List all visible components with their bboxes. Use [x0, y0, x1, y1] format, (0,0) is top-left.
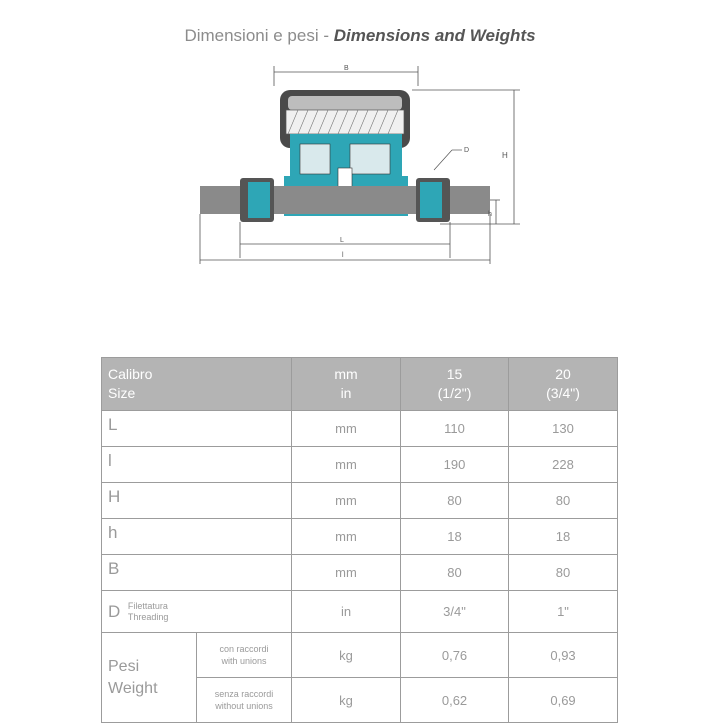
row-value-20: 18 [509, 519, 618, 555]
weight-sub-label [197, 633, 292, 678]
weight-label-en: Weight [108, 679, 158, 697]
table-row-threading [102, 591, 618, 633]
header-unit [292, 358, 401, 411]
table-row [102, 483, 618, 519]
table-header [102, 358, 618, 411]
row-value-20: 130 [509, 411, 618, 447]
row-value-20: 228 [509, 447, 618, 483]
label-b: B [344, 65, 349, 72]
row-unit: in [292, 591, 401, 633]
weight-sub-it: senza raccordi [214, 689, 274, 699]
weight-label-it: Pesi [108, 657, 140, 675]
label-D: D [464, 147, 470, 154]
title-italian: Dimensioni e pesi [184, 26, 319, 45]
label-L: L [340, 237, 344, 244]
label-l: l [342, 252, 344, 259]
row-value-15: 80 [401, 555, 509, 591]
row-symbol: l [102, 447, 292, 483]
row-value-15: 0,76 [401, 633, 509, 678]
row-unit: mm [292, 483, 401, 519]
table-row [102, 447, 618, 483]
row-symbol: L [102, 411, 292, 447]
weight-label [102, 633, 197, 723]
weight-sub-it: con raccordi [219, 644, 269, 654]
title-english: Dimensions and Weights [333, 26, 536, 45]
title-separator: - [318, 26, 334, 45]
row-value-20: 0,69 [509, 678, 618, 723]
table-row [102, 555, 618, 591]
row-value-20: 80 [509, 555, 618, 591]
header-size-it: Calibro [108, 366, 153, 382]
table-row-weight-with-unions [102, 633, 618, 678]
row-unit: kg [292, 678, 401, 723]
label-h: h [488, 211, 492, 218]
table-row [102, 411, 618, 447]
page-title [0, 26, 720, 46]
row-value-15: 80 [401, 483, 509, 519]
dimensions-table [101, 357, 618, 723]
header-20-in: (3/4") [546, 385, 580, 401]
weight-sub-label [197, 678, 292, 723]
row-symbol: h [102, 519, 292, 555]
label-H: H [502, 151, 508, 160]
threading-it: Filettatura [127, 600, 168, 611]
row-unit: mm [292, 411, 401, 447]
header-15-in: (1/2") [437, 385, 472, 401]
row-symbol: B [102, 555, 292, 591]
threading-sub [128, 601, 169, 623]
threading-label [102, 591, 292, 633]
threading-symbol: D [108, 601, 121, 621]
row-value-15: 190 [401, 447, 509, 483]
header-15 [401, 358, 509, 411]
header-20 [509, 358, 618, 411]
row-unit: mm [292, 555, 401, 591]
d-leader-line [434, 150, 452, 170]
header-15-mm: 15 [446, 366, 463, 382]
header-unit-in: in [340, 385, 352, 401]
row-value-15: 18 [401, 519, 509, 555]
row-value-15: 110 [401, 411, 509, 447]
weight-sub-en: without unions [215, 701, 273, 711]
meter-technical-drawing [190, 58, 508, 268]
row-unit: mm [292, 519, 401, 555]
row-value-20: 0,93 [509, 633, 618, 678]
row-symbol: H [102, 483, 292, 519]
weight-sub-en: with unions [221, 656, 267, 666]
header-size-en: Size [108, 385, 136, 401]
row-value-20: 1" [509, 591, 618, 633]
row-value-15: 0,62 [401, 678, 509, 723]
header-unit-mm: mm [334, 366, 358, 382]
row-unit: kg [292, 633, 401, 678]
header-20-mm: 20 [555, 366, 571, 382]
table-row [102, 519, 618, 555]
row-value-15: 3/4" [401, 591, 509, 633]
header-size [102, 358, 292, 411]
row-unit: mm [292, 447, 401, 483]
threading-en: Threading [127, 611, 169, 622]
row-value-20: 80 [509, 483, 618, 519]
